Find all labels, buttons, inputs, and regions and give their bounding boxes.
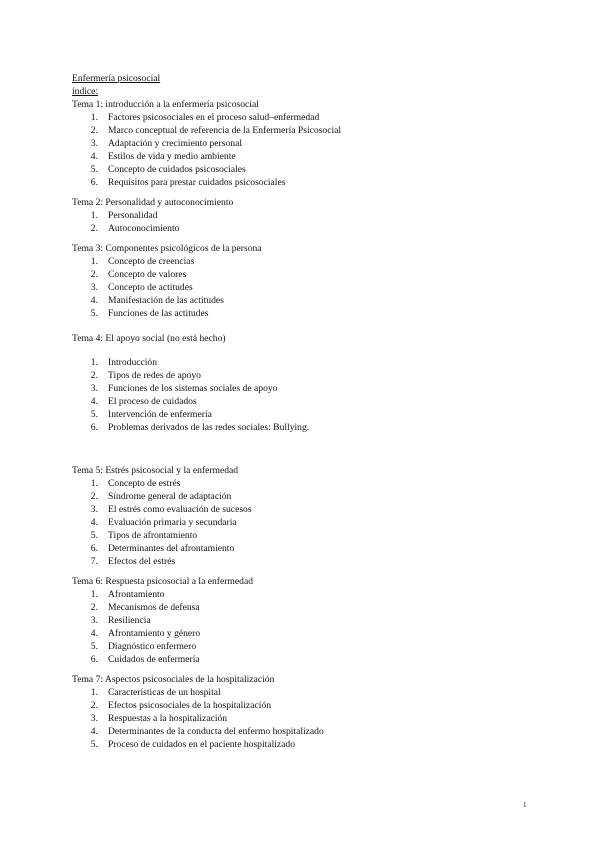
list-item: 3. Concepto de actitudes: [90, 282, 193, 293]
list-item: 6. Cuidados de enfermería: [90, 654, 200, 665]
list-item: 3. Resiliencia: [90, 615, 151, 626]
list-item: 3. El estrés como evaluación de sucesos: [90, 504, 252, 515]
topic-list: [72, 255, 542, 320]
list-item: 5. Intervención de enfermería: [90, 409, 212, 420]
page-number: 1: [523, 801, 527, 809]
section-tema-5: [72, 464, 542, 568]
list-item: 2. Mecanismos de defensa: [90, 602, 200, 613]
list-item: 2. Marco conceptual de referencia de la Enfermería Psicosocial: [90, 125, 342, 136]
list-item: 2. Autoconocimiento: [90, 223, 180, 234]
section-heading: Tema 3: Componentes psicológicos de la persona: [72, 243, 262, 254]
list-item: 5. Concepto de cuidados psicosociales: [90, 164, 246, 175]
section-heading: Tema 4: El apoyo social (no está hecho): [72, 333, 226, 344]
section-tema-1: [72, 98, 542, 189]
section-heading: Tema 6: Respuesta psicosocial a la enfermedad: [72, 576, 254, 587]
section-tema-7: [72, 673, 542, 751]
list-item: 4. Manifestación de las actitudes: [90, 295, 224, 306]
list-item: 6. Determinantes del afrontamiento: [90, 543, 235, 554]
list-item: 4. Evaluación primaria y secundaria: [90, 517, 237, 528]
list-item: 4. Afrontamiento y género: [90, 628, 201, 639]
section-heading: Tema 1: introducción a la enfermería psicosocial: [72, 99, 259, 110]
list-item: 1. Factores psicosociales en el proceso salud–enfermedad: [90, 112, 320, 123]
list-item: 7. Efectos del estrés: [90, 556, 176, 567]
document-title: Enfermería psicosocial: [72, 73, 161, 84]
list-item: 2. Concepto de valores: [90, 269, 187, 280]
section-heading: Tema 7: Aspectos psicosociales de la hospitalización: [72, 674, 275, 685]
topic-list: [72, 588, 542, 666]
list-item: 5. Funciones de las actitudes: [90, 308, 209, 319]
list-item: 2. Síndrome general de adaptación: [90, 491, 232, 502]
list-item: 1. Concepto de estrés: [90, 478, 181, 489]
list-item: 1. Concepto de creencias: [90, 256, 195, 267]
list-item: 4. Estilos de vida y medio ambiente: [90, 151, 236, 162]
list-item: 5. Diagnóstico enfermero: [90, 641, 197, 652]
section-heading: Tema 5: Estrés psicosocial y la enfermedad: [72, 465, 239, 476]
topic-list: [72, 111, 542, 189]
section-tema-2: [72, 196, 542, 235]
list-item: 1. Introducción: [90, 357, 158, 368]
list-item: 5. Proceso de cuidados en el paciente hospitalizado: [90, 739, 296, 750]
topic-list: [72, 209, 542, 235]
list-item: 6. Requisitos para prestar cuidados psicosociales: [90, 177, 286, 188]
list-item: 2. Efectos psicosociales de la hospitalización: [90, 700, 272, 711]
section-tema-3: [72, 242, 542, 320]
list-item: 1. Personalidad: [90, 210, 158, 221]
index-label: índice:: [72, 86, 99, 97]
topic-list: [72, 356, 542, 434]
list-item: 2. Tipos de redes de apoyo: [90, 370, 201, 381]
topic-list: [72, 477, 542, 568]
list-item: 6. Problemas derivados de las redes sociales: Bullying.: [90, 422, 310, 433]
list-item: 5. Tipos de afrontamiento: [90, 530, 198, 541]
list-item: 3. Funciones de los sistemas sociales de apoyo: [90, 383, 278, 394]
list-item: 3. Adaptación y crecimiento personal: [90, 138, 242, 149]
section-tema-6: [72, 575, 542, 666]
section-heading: Tema 2: Personalidad y autoconocimiento: [72, 197, 234, 208]
list-item: 3. Respuestas a la hospitalización: [90, 713, 228, 724]
list-item: 4. Determinantes de la conducta del enfermo hospitalizado: [90, 726, 324, 737]
document-page: [72, 72, 542, 758]
topic-list: [72, 686, 542, 751]
list-item: 4. El proceso de cuidados: [90, 396, 197, 407]
list-item: 1. Afrontamiento: [90, 589, 165, 600]
list-item: 1. Características de un hospital: [90, 687, 221, 698]
section-tema-4: [72, 332, 542, 434]
